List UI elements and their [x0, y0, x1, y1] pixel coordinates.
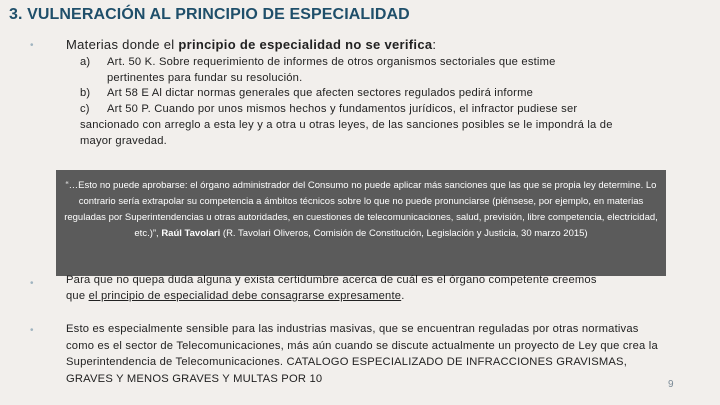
- quote-text: [56, 170, 666, 242]
- sub-item-label: c): [80, 103, 90, 116]
- bullet-2-text: [66, 272, 686, 304]
- bullet-1-suffix: :: [432, 37, 437, 52]
- sub-item-c-cont: sancionado con arreglo a esta ley y a otra u otras leyes, de las sanciones posibles se le impondrá la de: [80, 118, 613, 131]
- bullet-2-pre: que: [66, 290, 89, 302]
- bullet-1-text: [66, 37, 696, 52]
- bullet-2-line-2: [66, 288, 686, 304]
- sub-item-a: [80, 55, 665, 71]
- bullet-marker: •: [30, 278, 34, 289]
- slide-title: 3. VULNERACIÓN AL PRINCIPIO DE ESPECIALIDAD: [9, 6, 410, 23]
- bullet-marker: •: [30, 325, 34, 336]
- sub-item-text: Art 58 E Al dictar normas generales que afecten sectores regulados pedirá informe: [107, 87, 534, 100]
- sub-item-label: a): [80, 56, 91, 68]
- sub-item-text: Art 50 P. Cuando por unos mismos hechos y fundamentos jurídicos, el infractor pudiese ser: [107, 103, 578, 116]
- page-number: 9: [668, 379, 674, 390]
- bullet-2-post: .: [401, 290, 405, 302]
- sub-item-text: Art. 50 K. Sobre requerimiento de informes de otros organismos sectoriales que estime: [107, 56, 556, 68]
- sub-item-c: [80, 102, 665, 118]
- bullet-1-prefix: Materias donde el: [66, 37, 179, 52]
- quote-body: “…Esto no puede aprobarse: el órgano administrador del Consumo no puede aplicar más sanciones que las que se propia ley determine. Lo contrario sería extrapolar su competencia a ámbitos técnicos sobre lo que no puede pronunciarse (piénsese, por ejemplo, en materias reguladas por Superintendencias u otras autoridades, en cuestiones de telecomunicaciones, salud, previsión, libre competencia, electricidad, etc.)”,: [64, 180, 658, 239]
- sub-item-c-cont: mayor gravedad.: [80, 134, 167, 147]
- quote-box: [56, 170, 666, 276]
- bullet-2-underlined: el principio de especialidad debe consagrarse expresamente: [88, 290, 402, 302]
- quote-author: Raúl Tavolari: [161, 228, 221, 239]
- quote-citation: (R. Tavolari Oliveros, Comisión de Constitución, Legislación y Justicia, 30 marzo 2015): [220, 228, 588, 239]
- bullet-1-bold: principio de especialidad no se verifica: [178, 37, 433, 52]
- sub-item-a-cont: pertinentes para fundar su resolución.: [107, 71, 303, 84]
- bullet-2-line-1: Para que no quepa duda alguna y exista certidumbre acerca de cuál es el órgano competente creemos: [66, 274, 597, 286]
- sub-list: [80, 55, 665, 149]
- bullet-3-text: Esto es especialmente sensible para las industrias masivas, que se encuentran reguladas por otras normativas como es el sector de Telecomunicaciones, más aún cuando se discute actualmente un proyecto de Ley que crea la Superintendencia de Telecomunicaciones. CATALOGO ESPECIALIZADO DE INFRACCIONES GRAVISMAS, GRAVES Y MENOS GRAVES Y MULTAS POR 10: [66, 323, 658, 385]
- sub-item-b: [80, 86, 665, 102]
- sub-item-label: b): [80, 87, 91, 100]
- bullet-marker: •: [30, 40, 34, 51]
